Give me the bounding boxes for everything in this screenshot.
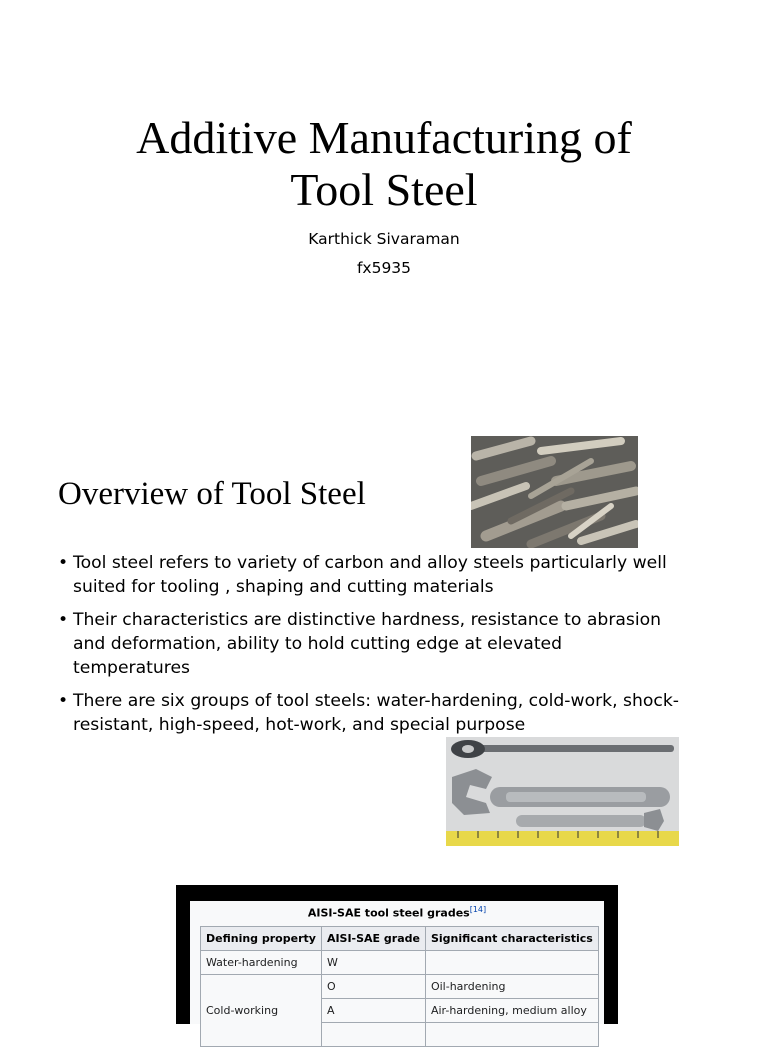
tool-steel-grades-table — [200, 926, 599, 1047]
slide-title-line-1: Additive Manufacturing of — [136, 112, 632, 163]
table-cell-property: Water-hardening — [201, 951, 322, 975]
table-header-row — [201, 927, 599, 951]
table-row — [201, 975, 599, 999]
table-cell-grade: O — [321, 975, 425, 999]
table-cell-characteristic — [425, 951, 598, 975]
table-cell-grade: A — [321, 999, 425, 1023]
bullet-line: There are six groups of tool steels: water-hardening, cold-work, shock- — [73, 691, 680, 711]
bullet-line: temperatures — [73, 658, 190, 678]
table-cell-property: Cold-working — [201, 975, 322, 1047]
header-characteristics: Significant characteristics — [425, 927, 598, 951]
table-cell-grade — [321, 1023, 425, 1047]
table-cell-characteristic: Oil-hardening — [425, 975, 598, 999]
table-cell-characteristic — [425, 1023, 598, 1047]
bullet-item — [58, 608, 718, 680]
overview-title: Overview of Tool Steel — [58, 476, 366, 512]
bullet-marker: • — [58, 610, 69, 630]
table-image — [190, 901, 604, 1024]
header-grade: AISI-SAE grade — [321, 927, 425, 951]
table-slide — [176, 885, 618, 1024]
bullet-line: Their characteristics are distinctive hardness, resistance to abrasion — [73, 610, 662, 630]
bullet-item — [58, 689, 718, 737]
slide-title — [0, 112, 768, 216]
table-cell-grade: W — [321, 951, 425, 975]
table-row — [201, 951, 599, 975]
table-reference-link: [14] — [469, 905, 487, 914]
table-caption — [190, 905, 604, 920]
bullet-line: and deformation, ability to hold cutting edge at elevated — [73, 634, 563, 654]
wrench-photo — [446, 737, 679, 846]
author-name: Karthick Sivaraman — [308, 230, 460, 248]
drill-bits-photo — [471, 436, 638, 548]
bullet-line: suited for tooling , shaping and cutting materials — [73, 577, 494, 597]
table-caption-text: AISI-SAE tool steel grades — [307, 906, 470, 920]
bullet-line: Tool steel refers to variety of carbon and alloy steels particularly well — [73, 553, 667, 573]
bullet-list — [58, 551, 718, 746]
bullet-marker: • — [58, 691, 69, 711]
header-defining-property: Defining property — [201, 927, 322, 951]
slide-title-line-2: Tool Steel — [290, 164, 478, 215]
bullet-line: resistant, high-speed, hot-work, and special purpose — [73, 715, 526, 735]
author-code: fx5935 — [356, 259, 412, 277]
bullet-marker: • — [58, 553, 69, 573]
table-cell-characteristic: Air-hardening, medium alloy — [425, 999, 598, 1023]
bullet-item — [58, 551, 718, 599]
